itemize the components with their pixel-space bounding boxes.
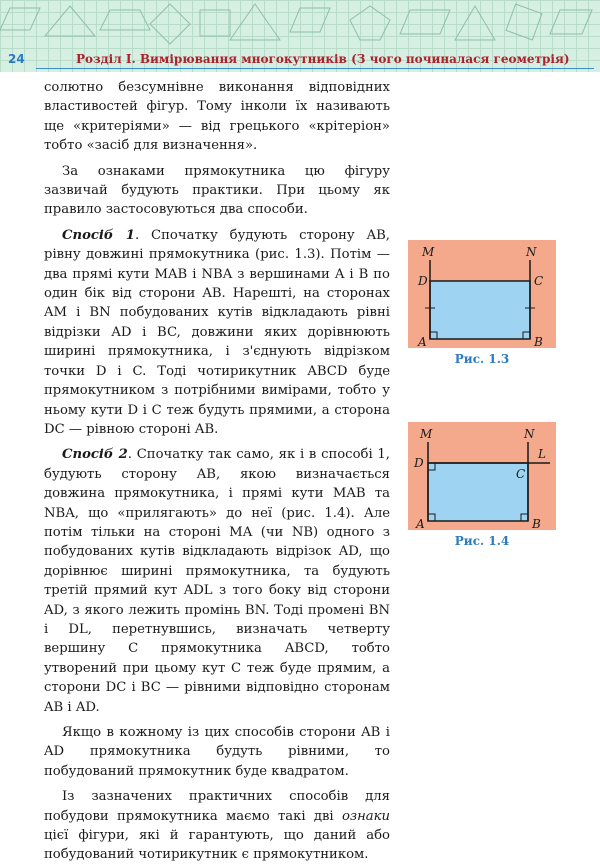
figure-1-4-diagram: [408, 422, 556, 530]
label-c: C: [516, 467, 526, 481]
rhombus-shape: [150, 4, 190, 44]
rectangle-abcd: [430, 281, 530, 339]
figure-caption: Рис. 1.4: [454, 534, 510, 548]
parallelogram-shape: [400, 10, 450, 34]
paragraph: солютно безсумнівне виконання відповідних властивостей фігур. Тому інколи їх називають ще «критеріями» — від грецького «крітеріон» тобто «засіб для визначення».: [44, 80, 390, 154]
square-shape: [200, 10, 230, 36]
decorative-geometric-shapes: [0, 0, 600, 50]
label-c: C: [534, 274, 544, 288]
paragraph-method-1: [44, 226, 390, 439]
running-head: Розділ І. Вимірювання многокутників (З чого починалася геометрія): [76, 52, 570, 66]
label-m: M: [420, 427, 433, 441]
method-text: . Спочатку так само, як і в способі 1, будують сторону AB, якою визначається довжина прямокутника, і прямі кути MAB та NBA, що «прилягають» до неї (рис. 1.4). Але потім тільки на стороні MA (чи NB) одного з побудованих кутів відкладають відрізок AD, що дорівнює ширині прямокутника, та будують третій прямий кут ADL з того боку від сторони AD, з якого лежить промінь BN. Тоді промені BN і DL, перетнувшись, визначать четверту вершину C прямокутника ABCD, тобто утворений при цьому кут C теж буде прямим, а сторони DC і BC — рівними відповідно сторонам AB і AD.: [44, 447, 390, 715]
label-a: A: [418, 335, 427, 348]
square-shape: [506, 4, 542, 40]
trapezoid-shape: [100, 10, 150, 30]
figure-1-3-diagram: [408, 240, 556, 348]
label-n: N: [524, 427, 535, 441]
label-b: B: [532, 517, 541, 530]
label-d: D: [418, 274, 428, 288]
paragraph-method-2: [44, 445, 390, 717]
label-d: D: [414, 456, 424, 470]
figure-caption: Рис. 1.3: [454, 352, 510, 366]
label-a: A: [416, 517, 425, 530]
method-text: . Спочатку будують сторону AB, рівну довжині прямокутника (рис. 1.3). Потім — два прямі кути MAB і NBA з вершинами A і B по один бік від сторони AB. Нарешті, на сторонах AM і BN побудованих кутів відкладають рівні відрізки AD і BC, довжини яких дорівнюють ширині прямокутника, і з'єднують відрізком точки D і C. Тоді чотирикутник ABCD буде прямокутником з потрібними вимірами, тобто у ньому кути D і C теж будуть прямими, а сторона DC — рівною стороні AB.: [44, 227, 390, 437]
figure-1-4: [408, 422, 556, 552]
method-label: Спосіб 2: [62, 447, 128, 463]
figure-1-3: [408, 240, 556, 370]
paragraph: За ознаками прямокутника цю фігуру зазвичай будують практики. При цьому як правило застосовуються два способи.: [44, 163, 390, 218]
label-n: N: [526, 245, 537, 259]
triangle-shape: [455, 6, 495, 40]
triangle-shape: [230, 4, 280, 40]
paragraph: Із зазначених практичних способів для побудови прямокутника маємо такі дві ознаки цієї фігури, які й гарантують, що даний або побудований чотирикутник є прямокутником.: [44, 789, 390, 863]
method-label: Спосіб 1: [62, 227, 135, 243]
parallelogram-shape: [0, 8, 40, 30]
emphasis: ознаки: [341, 808, 390, 824]
rectangle-abcd: [428, 463, 528, 521]
parallelogram-shape: [550, 10, 592, 34]
label-b: B: [534, 335, 543, 348]
header-band: [0, 0, 600, 72]
page-number: 24: [8, 52, 25, 66]
main-text-column: [44, 78, 390, 865]
pentagon-shape: [350, 6, 390, 40]
triangle-shape: [45, 6, 95, 36]
label-m: M: [422, 245, 435, 259]
label-l: L: [538, 447, 546, 461]
parallelogram-shape: [290, 8, 330, 32]
paragraph: Якщо в кожному із цих способів сторони AB і AD прямокутника будуть рівними, то побудований прямокутник буде квадратом.: [44, 725, 390, 779]
